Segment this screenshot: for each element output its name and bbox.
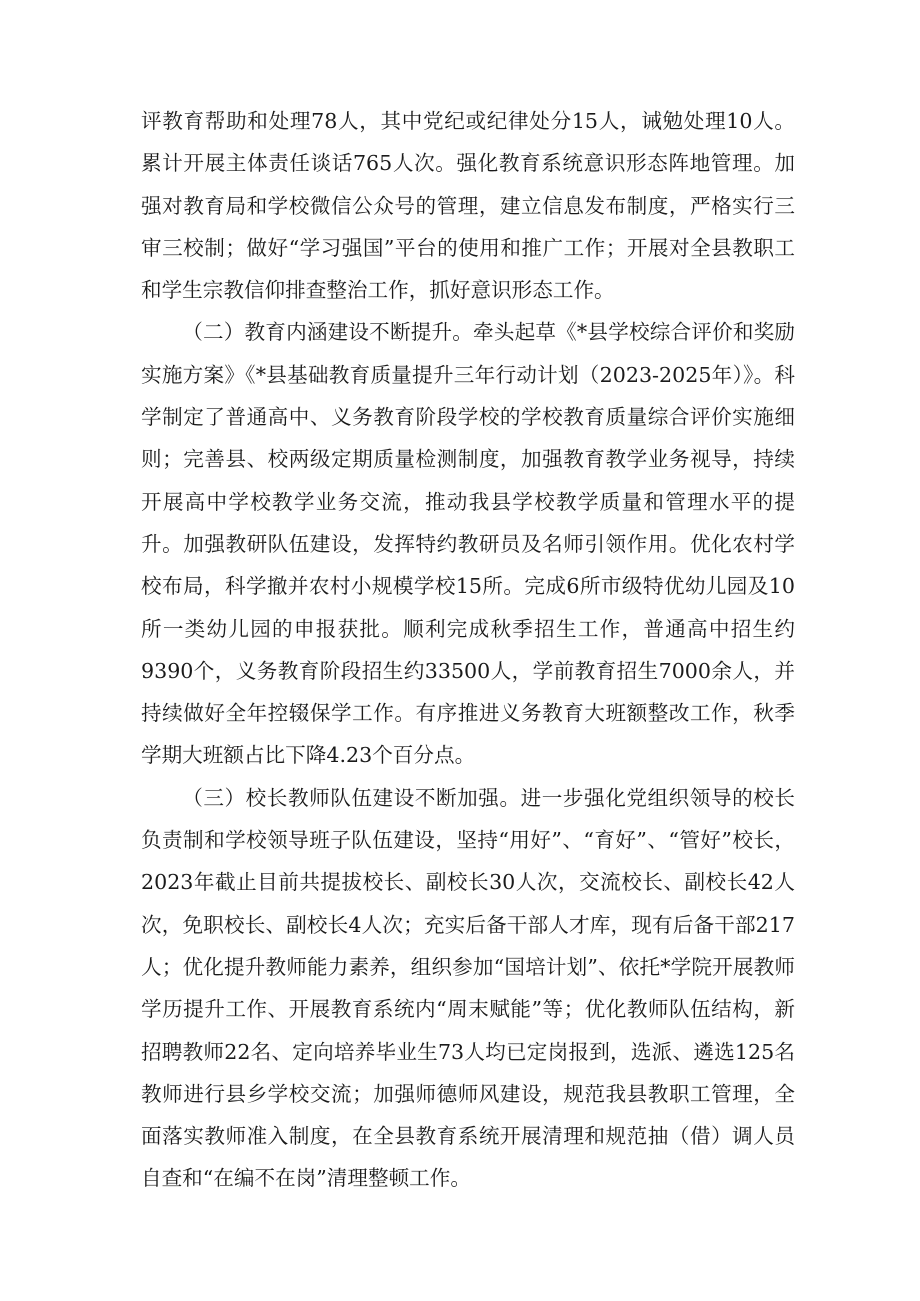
paragraph-education-quality: （二）教育内涵建设不断提升。牵头起草《*县学校综合评价和奖励实施方案》《*县基础教育质量提升三年行动计划（2023-2025年）》。科学制定了普通高中、义务教育阶段学校的学校教育质量综合评价实施细则；完善县、校两级定期质量检测制度，加强教育教学业务视导，持续开展高中学校教学业务交流，推动我县学校教学质量和管理水平的提升。加强教研队伍建设，发挥特约教研员及名师引领作用。优化农村学校布局，科学撤并农村小规模学校15所。完成6所市级特优幼儿园及10所一类幼儿园的申报获批。顺利完成秋季招生工作，普通高中招生约9390个，义务教育阶段招生约33500人，学前教育招生7000余人，并持续做好全年控辍保学工作。有序推进义务教育大班额整改工作，秋季学期大班额占比下降4.23个百分点。 [141, 320, 795, 768]
document-body [141, 100, 795, 1200]
paragraph-discipline: 评教育帮助和处理78人，其中党纪或纪律处分15人，诫勉处理10人。累计开展主体责任谈话765人次。强化教育系统意识形态阵地管理。加强对教育局和学校微信公众号的管理，建立信息发布制度，严格实行三审三校制；做好“学习强国”平台的使用和推广工作；开展对全县教职工和学生宗教信仰排查整治工作，抓好意识形态工作。 [141, 109, 795, 303]
paragraph-teacher-team: （三）校长教师队伍建设不断加强。进一步强化党组织领导的校长负责制和学校领导班子队伍建设，坚持“用好”、“育好”、“管好”校长，2023年截止目前共提拔校长、副校长30人次，交流校长、副校长42人次，免职校长、副校长4人次；充实后备干部人才库，现有后备干部217人；优化提升教师能力素养，组织参加“国培计划”、依托*学院开展教师学历提升工作、开展教育系统内“周末赋能”等；优化教师队伍结构，新招聘教师22名、定向培养毕业生73人均已定岗报到，选派、遴选125名教师进行县乡学校交流；加强师德师风建设，规范我县教职工管理，全面落实教师准入制度，在全县教育系统开展清理和规范抽（借）调人员自查和“在编不在岗”清理整顿工作。 [141, 785, 795, 1191]
